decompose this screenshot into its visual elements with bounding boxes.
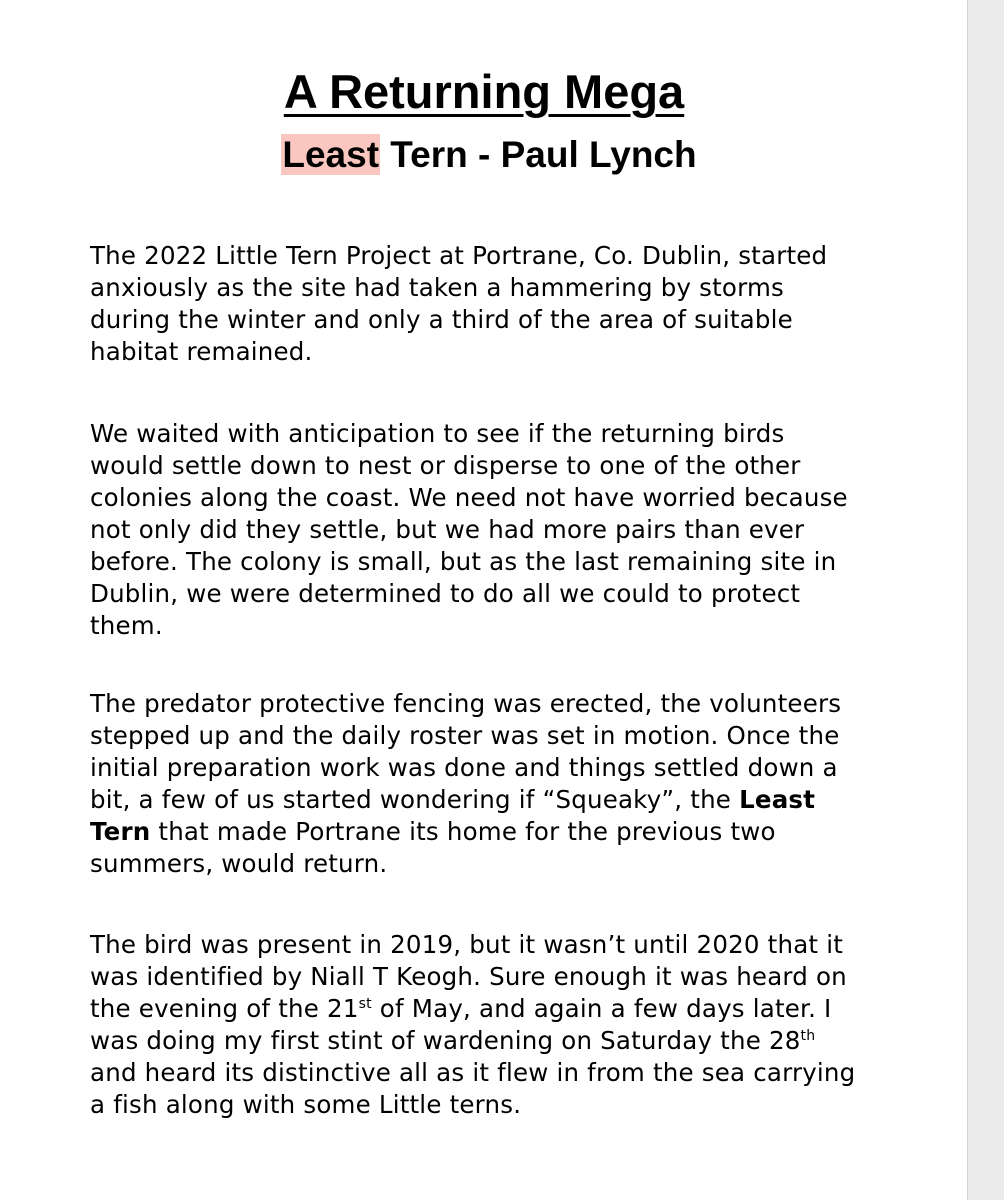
text-line: was identified by Niall T Keogh. Sure enough it was heard on <box>90 962 847 991</box>
page-title: A Returning Mega <box>283 65 685 118</box>
text-line: anxiously as the site had taken a hammering by storms <box>90 273 784 302</box>
paragraph-1 <box>90 240 920 368</box>
subtitle-rest: Tern - Paul Lynch <box>380 134 697 175</box>
text-line <box>90 816 920 848</box>
text-line: habitat remained. <box>90 337 313 366</box>
page-subtitle <box>0 130 978 180</box>
bold-species-name: Tern <box>90 817 151 846</box>
text-line: stepped up and the daily roster was set in motion. Once the <box>90 721 840 750</box>
text-line <box>90 784 920 816</box>
text-line: before. The colony is small, but as the last remaining site in <box>90 547 837 576</box>
text-run: that made Portrane its home for the previous two <box>150 817 776 846</box>
paragraph-2 <box>90 418 920 642</box>
highlighted-word[interactable]: Least <box>282 134 380 175</box>
text-line: We waited with anticipation to see if the returning birds <box>90 419 785 448</box>
text-line: not only did they settle, but we had more pairs than ever <box>90 515 805 544</box>
ordinal-superscript: th <box>800 1027 816 1044</box>
text-run: was doing my first stint of wardening on Saturday the 28 <box>90 1026 801 1055</box>
text-run: of May, and again a few days later. I <box>371 994 832 1023</box>
text-line: would settle down to nest or disperse to one of the other <box>90 451 801 480</box>
text-line: a fish along with some Little terns. <box>90 1090 522 1119</box>
text-line: initial preparation work was done and things settled down a <box>90 753 838 782</box>
text-line: and heard its distinctive all as it flew in from the sea carrying <box>90 1058 856 1087</box>
text-line <box>90 993 920 1025</box>
text-line <box>90 1025 920 1057</box>
scrollbar-gutter[interactable] <box>967 0 1004 1200</box>
text-line: The bird was present in 2019, but it wasn’t until 2020 that it <box>90 930 844 959</box>
text-line: The predator protective fencing was erected, the volunteers <box>90 689 842 718</box>
paragraph-4 <box>90 929 920 1121</box>
text-run: bit, a few of us started wondering if “Squeaky”, the <box>90 785 740 814</box>
text-line: colonies along the coast. We need not have worried because <box>90 483 848 512</box>
text-line: them. <box>90 611 163 640</box>
ordinal-superscript: st <box>358 995 372 1012</box>
text-run: the evening of the 21 <box>90 994 359 1023</box>
text-line: summers, would return. <box>90 849 388 878</box>
bold-species-name: Least <box>739 785 816 814</box>
text-line: The 2022 Little Tern Project at Portrane, Co. Dublin, started <box>90 241 828 270</box>
text-line: during the winter and only a third of the area of suitable <box>90 305 793 334</box>
paragraph-3 <box>90 688 920 880</box>
text-line: Dublin, we were determined to do all we could to protect <box>90 579 801 608</box>
